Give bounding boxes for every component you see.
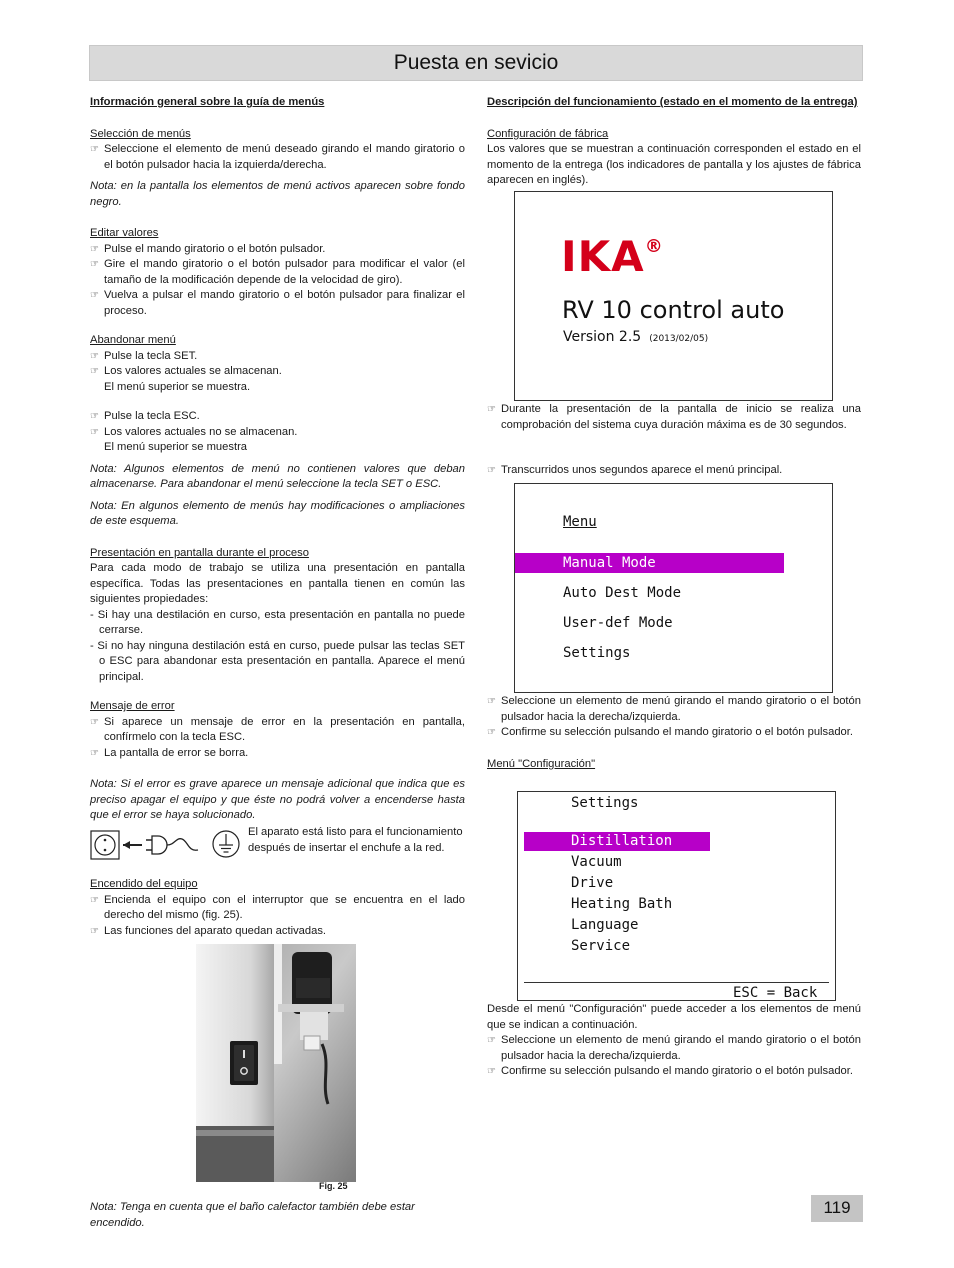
plug-instruction: El aparato está listo para el funcionamiento después de insertar el enchufe a la red. — [248, 826, 463, 854]
subheading: Menú "Configuración" — [487, 757, 596, 770]
instruction-item: ☞ Durante la presentación de la pantalla de inicio se realiza una comprobación del sistema cuya duración máxima es de 30 segundos. — [487, 403, 861, 431]
pointing-hand-icon: ☞ — [90, 366, 99, 377]
esc-back-hint[interactable]: ESC = Back — [733, 985, 818, 1001]
page-title: Puesta en sevicio — [393, 51, 559, 74]
instruction-item: ☞ Los valores actuales no se almacenan. — [90, 425, 465, 441]
mains-plug-symbol — [90, 830, 210, 862]
list-item: - Si hay una destilación en curso, esta presentación en pantalla no puede cerrarse. — [90, 608, 465, 636]
settings-item-language[interactable]: Language — [571, 917, 639, 933]
list-item: - Si no hay ninguna destilación está en curso, puede pulsar las teclas SET o ESC para abandonar esta presentación en pantalla. Aparece el menú principal. — [90, 639, 465, 683]
menu-item-user-def-mode[interactable]: User-def Mode — [563, 615, 673, 631]
instruction-item: ☞ Pulse el mando giratorio o el botón pulsador. — [90, 242, 465, 258]
firmware-version: Version 2.5 (2013/02/05) — [563, 329, 709, 345]
pointing-hand-icon: ☞ — [90, 259, 99, 270]
instruction-item: ☞ Si aparece un mensaje de error en la presentación en pantalla, confírmelo con la tecla ESC. — [90, 715, 465, 743]
paragraph: Los valores que se muestran a continuación corresponden el estado en el momento de la entrega (los indicadores de pantalla y los ajustes de fábrica aparecen en inglés). — [487, 143, 861, 186]
pointing-hand-icon: ☞ — [90, 747, 99, 759]
instruction-item: ☞ Las funciones del aparato quedan activadas. — [90, 924, 465, 940]
pointing-hand-icon: ☞ — [90, 894, 99, 906]
subheading: Presentación en pantalla durante el proceso — [90, 546, 309, 559]
instruction-item: ☞ Pulse la tecla SET. — [90, 349, 465, 365]
subheading: Encendido del equipo — [90, 878, 198, 890]
instruction-item: ☞ Confirme su selección pulsando el mando giratorio o el botón pulsador. — [487, 1064, 861, 1080]
figure-caption: Fig. 25 — [319, 1181, 348, 1191]
settings-menu-screen — [517, 791, 836, 1001]
paragraph: Para cada modo de trabajo se utiliza una presentación en pantalla específica. Todas las presentaciones en pantalla tienen en común las siguientes propiedades: — [90, 562, 465, 605]
settings-item-distillation[interactable]: Distillation — [571, 833, 673, 849]
section-heading: Información general sobre la guía de menús — [90, 96, 325, 108]
pointing-hand-icon: ☞ — [487, 696, 496, 707]
instruction-item: ☞ Confirme su selección pulsando el mando giratorio o el botón pulsador. — [487, 725, 861, 741]
power-on-section — [90, 877, 465, 939]
subheading: Abandonar menú — [90, 334, 176, 346]
note: Nota: Algunos elementos de menú no contienen valores que deban almacenarse. Para abandonar el menú seleccione la tecla SET o ESC. — [90, 462, 465, 490]
pointing-hand-icon: ☞ — [487, 1035, 496, 1046]
splash-notes-2 — [487, 463, 861, 479]
splash-notes — [487, 402, 861, 433]
menu-item-settings[interactable]: Settings — [563, 645, 631, 661]
instruction-item: ☞ Encienda el equipo con el interruptor que se encuentra en el lado derecho del mismo (fig. 25). — [90, 893, 465, 921]
pointing-hand-icon: ☞ — [90, 925, 99, 937]
instruction-item: ☞ Vuelva a pulsar el mando giratorio o el botón pulsador para finalizar el proceso. — [90, 289, 465, 317]
pointing-hand-icon: ☞ — [90, 426, 99, 438]
settings-item-service[interactable]: Service — [571, 938, 631, 954]
subheading: Mensaje de error — [90, 700, 175, 712]
instruction-result: El menú superior se muestra — [104, 441, 248, 453]
pointing-hand-icon: ☞ — [90, 243, 99, 255]
config-notes — [487, 1002, 861, 1080]
pointing-hand-icon: ☞ — [487, 465, 496, 476]
subheading: Editar valores — [90, 227, 159, 239]
paragraph: Desde el menú "Configuración" puede acceder a los elementos de menú que se indican a continuación. — [487, 1003, 861, 1031]
settings-item-drive[interactable]: Drive — [571, 875, 614, 891]
instruction-item: ☞ Transcurridos unos segundos aparece el menú principal. — [487, 463, 861, 479]
page-header — [89, 45, 863, 81]
instruction-item: ☞ Seleccione un elemento de menú girando el mando giratorio o el botón pulsador hacia la derecha/izquierda. — [487, 1034, 861, 1062]
menu-item-auto-dest-mode[interactable]: Auto Dest Mode — [563, 585, 682, 601]
instruction-item: ☞ Seleccione el elemento de menú deseado girando el mando giratorio o el botón pulsador hacia la izquierda/derecha. — [90, 143, 465, 171]
menu-title: Menu — [563, 514, 597, 530]
settings-title: Settings — [571, 795, 639, 811]
section-heading: Descripción del funcionamiento (estado en el momento de la entrega) — [487, 96, 858, 108]
footer-divider — [524, 982, 829, 983]
pointing-hand-icon: ☞ — [90, 716, 99, 728]
note: Nota: En algunos elemento de menús hay modificaciones o ampliaciones de este esquema. — [90, 499, 465, 527]
main-menu-screen — [514, 483, 833, 693]
pointing-hand-icon: ☞ — [487, 404, 496, 415]
device-switch-photo — [196, 944, 356, 1182]
instruction-result: El menú superior se muestra. — [104, 380, 251, 393]
settings-item-vacuum[interactable]: Vacuum — [571, 854, 622, 870]
instruction-item: ☞ La pantalla de error se borra. — [90, 746, 465, 762]
pointing-hand-icon: ☞ — [90, 350, 99, 362]
instruction-item: ☞ Gire el mando giratorio o el botón pulsador para modificar el valor (el tamaño de la modificación depende de la velocidad de giro). — [90, 258, 465, 286]
instruction-item: ☞ Pulse la tecla ESC. — [90, 409, 465, 425]
pointing-hand-icon: ☞ — [487, 727, 496, 738]
settings-item-heating-bath[interactable]: Heating Bath — [571, 896, 673, 912]
menu-notes — [487, 694, 861, 772]
bottom-note: Nota: Tenga en cuenta que el baño calefactor también debe estar encendido. — [90, 1201, 415, 1229]
subheading: Configuración de fábrica — [487, 127, 609, 140]
menu-item-manual-mode[interactable]: Manual Mode — [563, 555, 656, 571]
pointing-hand-icon: ☞ — [90, 144, 99, 155]
right-column-top — [487, 95, 861, 189]
left-column — [90, 95, 465, 824]
instruction-item: ☞ Seleccione un elemento de menú girando el mando giratorio o el botón pulsador hacia la derecha/izquierda. — [487, 695, 861, 723]
note: Nota: en la pantalla los elementos de menú activos aparecen sobre fondo negro. — [90, 180, 465, 208]
note: Nota: Si el error es grave aparece un mensaje adicional que indica que es preciso apagar el equipo y que éste no podrá volver a encenderse hasta que el error se haya solucionado. — [90, 778, 465, 821]
model-name: RV 10 control auto — [562, 296, 785, 324]
pointing-hand-icon: ☞ — [487, 1066, 496, 1077]
pointing-hand-icon: ☞ — [90, 411, 99, 422]
earth-ground-icon — [211, 829, 241, 859]
pointing-hand-icon: ☞ — [90, 290, 99, 301]
page-number: 119 — [811, 1195, 863, 1222]
subheading: Selección de menús — [90, 127, 191, 140]
instruction-item: ☞ Los valores actuales se almacenan. — [90, 364, 465, 380]
ika-logo: IKA® — [561, 232, 664, 281]
splash-screen — [514, 191, 833, 401]
